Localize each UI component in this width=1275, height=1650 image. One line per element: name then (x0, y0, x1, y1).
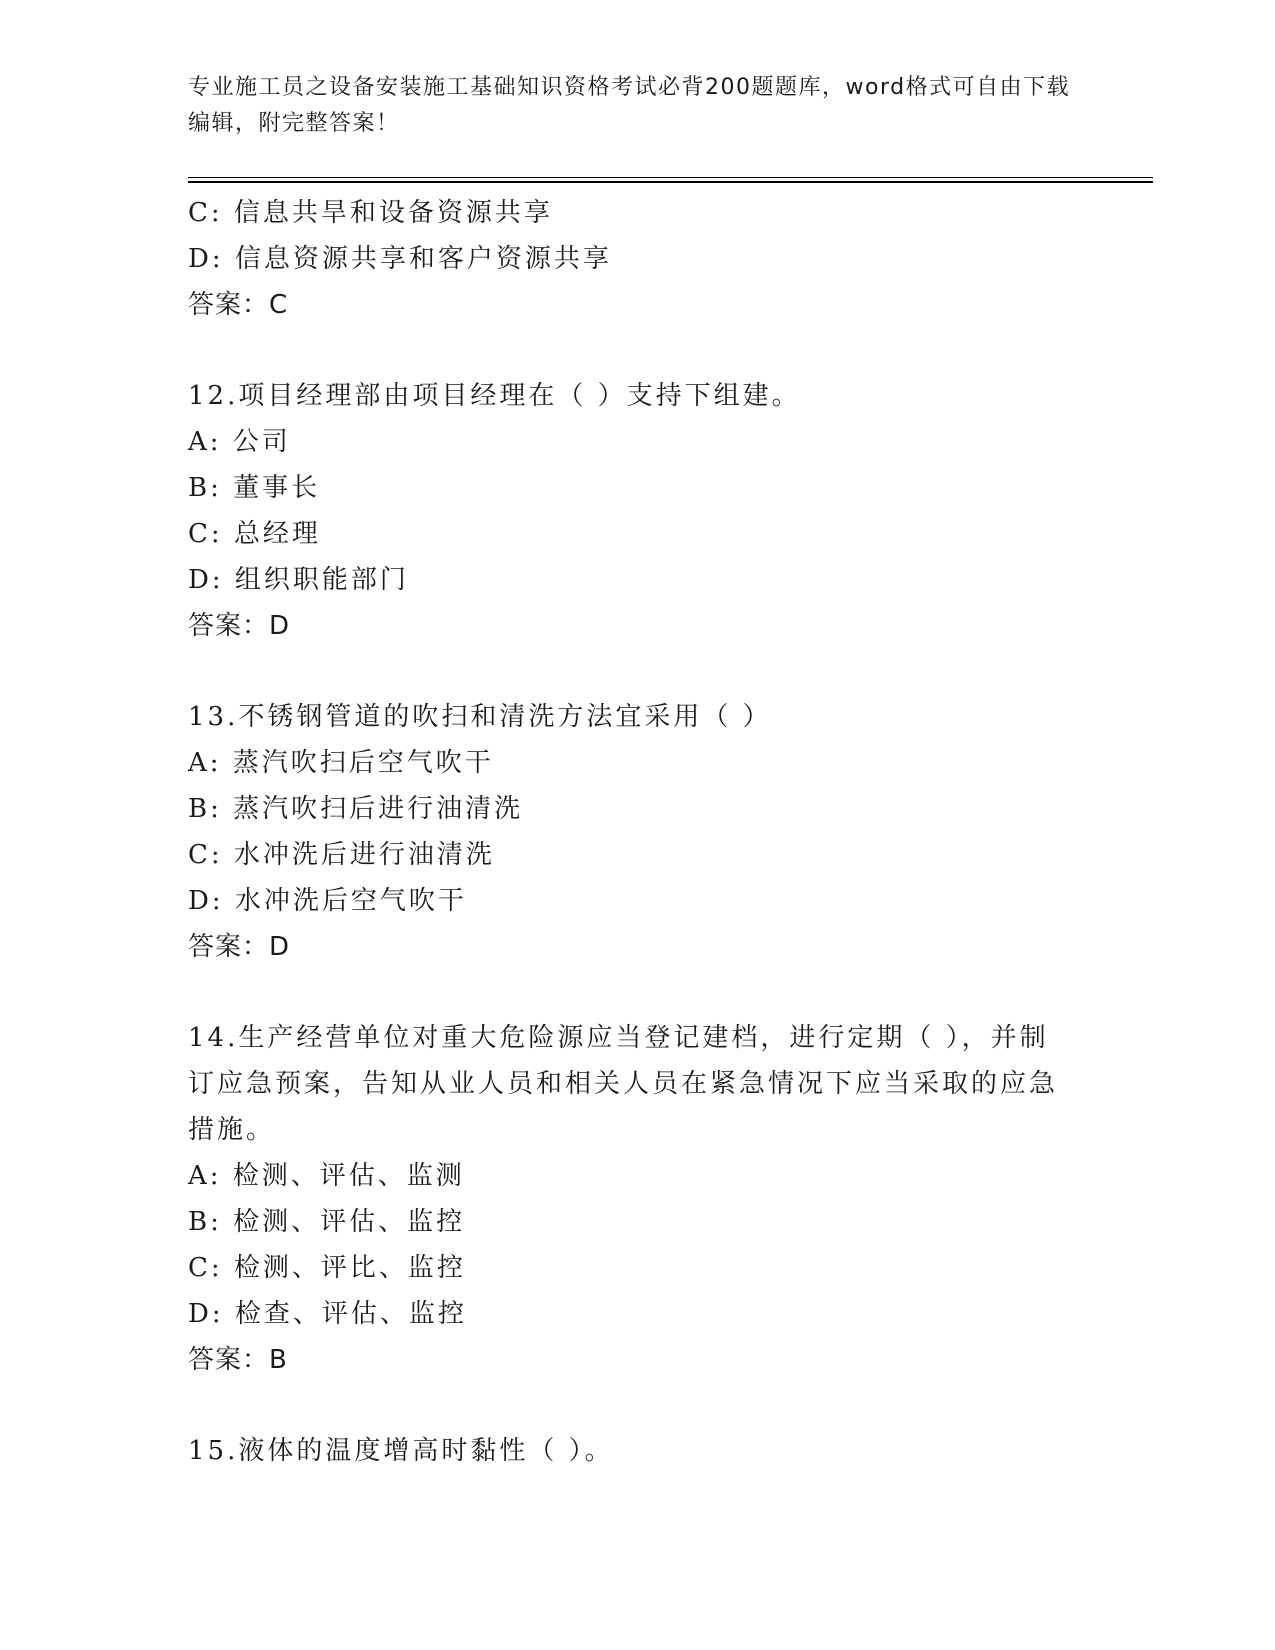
option-c: C: 检测、评比、监控 (188, 1253, 466, 1283)
answer-line: 答案：D (188, 932, 291, 962)
option-a: A: 检测、评估、监测 (188, 1161, 465, 1191)
question-stem: 12.项目经理部由项目经理在（ ）支持下组建。 (188, 381, 801, 411)
option-b: B: 蒸汽吹扫后进行油清洗 (188, 794, 524, 824)
spacer (188, 649, 1088, 694)
option-d: D: 检查、评估、监控 (188, 1299, 467, 1329)
option-d: D: 信息资源共享和客户资源共享 (188, 244, 612, 274)
answer-line: 答案：B (188, 1345, 288, 1375)
option-a: A: 蒸汽吹扫后空气吹干 (188, 748, 494, 778)
option-d: D: 水冲洗后空气吹干 (188, 886, 467, 916)
option-b: B: 董事长 (188, 473, 321, 503)
answer-line: 答案：D (188, 611, 291, 641)
question-stem: 14.生产经营单位对重大危险源应当登记建档，进行定期（ ），并制订应急预案，告知从业人员和相关人员在紧急情况下应当采取的应急措施。 (188, 1023, 1059, 1145)
option-c: C: 总经理 (188, 519, 321, 549)
question-content (188, 190, 1088, 1474)
document-header: 专业施工员之设备安装施工基础知识资格考试必背200题题库，word格式可自由下载编辑，附完整答案！ (188, 75, 1071, 136)
option-c: C: 水冲洗后进行油清洗 (188, 840, 495, 870)
option-b: B: 检测、评估、监控 (188, 1207, 466, 1237)
question-stem: 13.不锈钢管道的吹扫和清洗方法宜采用（ ） (188, 702, 772, 732)
spacer (188, 970, 1088, 1015)
option-c: C: 信息共旱和设备资源共享 (188, 198, 553, 228)
question-stem: 15.液体的温度增高时黏性（ ）。 (188, 1436, 614, 1466)
header-rule-thick (188, 181, 1153, 183)
answer-line: 答案：C (188, 290, 289, 320)
spacer (188, 328, 1088, 373)
header-rule-thin (188, 177, 1153, 178)
option-a: A: 公司 (188, 427, 291, 457)
spacer (188, 1383, 1088, 1428)
option-d: D: 组织职能部门 (188, 565, 409, 595)
